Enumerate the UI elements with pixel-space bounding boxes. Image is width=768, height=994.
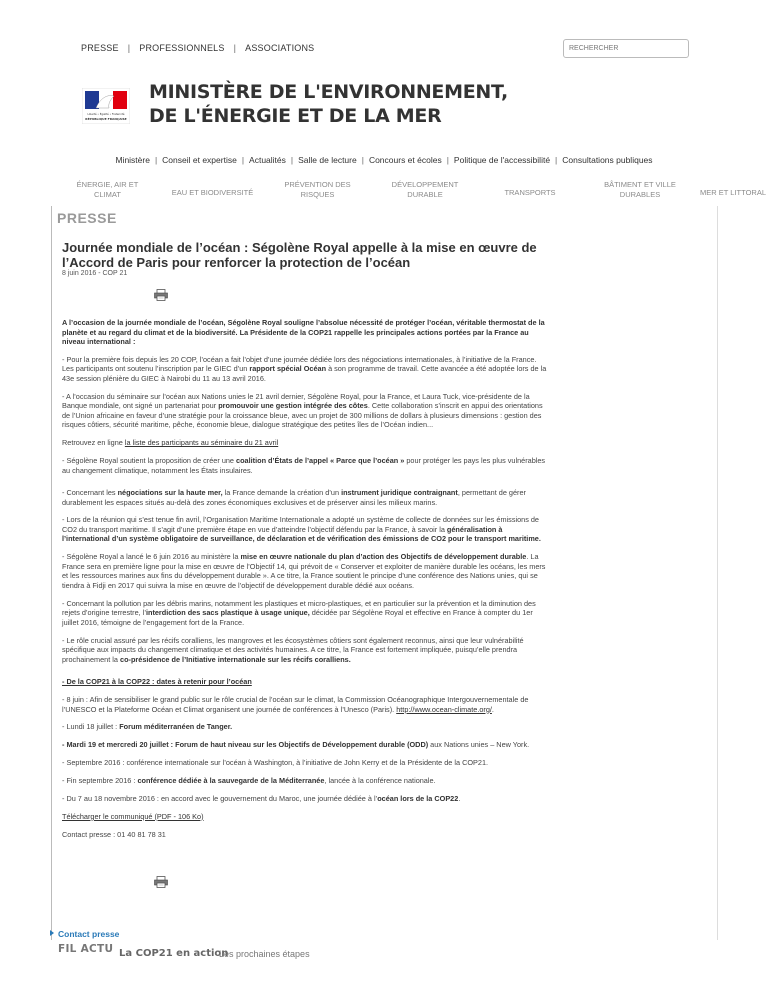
paragraph: - Du 7 au 18 novembre 2016 : en accord avec le gouvernement du Maroc, une journée dédiée à l’océan lors de la COP22. bbox=[62, 793, 461, 803]
contact-phone: Contact presse : 01 40 81 78 31 bbox=[62, 829, 166, 839]
search-input[interactable]: RECHERCHER bbox=[563, 39, 689, 58]
topnav-associations[interactable]: ASSOCIATIONS bbox=[245, 43, 315, 53]
menu-transports[interactable]: TRANSPORTS bbox=[504, 188, 556, 197]
ministry-title-line1: MINISTÈRE DE L'ENVIRONNEMENT, bbox=[149, 81, 508, 103]
article-lead: A l’occasion de la journée mondiale de l’océan, Ségolène Royal souligne l’absolue nécessité de protéger l’océan, véritable thermostat de la planète et au regard du climat et de la biodiversité. La Présidente de la COP21 rappelle les principales actions portées par la France au niveau international : bbox=[62, 318, 545, 346]
menu-batiment[interactable]: BÂTIMENT ET VILLE DURABLES bbox=[604, 180, 676, 199]
svg-text:RÉPUBLIQUE FRANÇAISE: RÉPUBLIQUE FRANÇAISE bbox=[85, 117, 127, 121]
paragraph: - Ségolène Royal soutient la proposition de créer une coalition d’États de l’appel « Parce que l’océan » pour protéger les pays les plus vulnérables au changement climatique, notamment les États insulaires. bbox=[62, 456, 546, 475]
paragraph: - A l’occasion du séminaire sur l’océan aux Nations unies le 21 avril dernier, Ségolène Royal, pour la France, et Laura Tuck, vice-présidente de la Banque mondiale, ont signé un partenariat pour promouvoir une gestion intégrée des côtes. Cette collaboration s’inscrit en appui des orientations de l’Union africaine en faveur d’une stratégie pour la croissance bleue, avec un projet de 300 millions de dollars à plusieurs dimensions : gestion des risques côtiers, sécurité maritime, pêche, économie bleue, dialogue stratégique des petites îles de l’Océan indien... bbox=[62, 391, 543, 430]
paragraph: - Lundi 18 juillet : Forum méditerranéen de Tanger. bbox=[62, 722, 233, 732]
print-icon[interactable] bbox=[154, 289, 168, 301]
paragraph: - Mardi 19 et mercredi 20 juillet : Forum de haut niveau sur les Objectifs de Développement durable (ODD) aux Nations unies – New York. bbox=[62, 740, 530, 750]
main-menu bbox=[0, 180, 768, 204]
paragraph bbox=[62, 812, 548, 822]
secnav-actualites[interactable]: Actualités bbox=[249, 155, 286, 165]
topnav-professionnels[interactable]: PROFESSIONNELS bbox=[139, 43, 225, 53]
menu-energie[interactable]: ÉNERGIE, AIR ET CLIMAT bbox=[76, 180, 139, 199]
content-border-right bbox=[717, 206, 718, 940]
separator: | bbox=[233, 43, 237, 53]
contact-presse-link[interactable]: Contact presse bbox=[50, 929, 119, 939]
paragraph: - Concernant la pollution par les débris marins, notamment les plastiques et micro-plastiques, et en particulier sur la prévention et la diminution des rejets d’origine terrestre, l’interdiction des sacs plastique à usage unique, décidée par Ségolène Royal et effective en France à compter du 1er juillet 2016, témoigne de l’engagement fort de la France. bbox=[62, 598, 536, 627]
article-date: 8 juin 2016 - COP 21 bbox=[62, 270, 128, 277]
participants-link[interactable]: la liste des participants au séminaire du 21 avril bbox=[124, 438, 279, 448]
menu-mer[interactable]: MER ET LITTORAL bbox=[700, 188, 766, 197]
article-body bbox=[62, 318, 548, 848]
paragraph: - Pour la première fois depuis les 20 COP, l’océan a fait l’objet d’une journée dédiée lors des négociations internationales, à l’initiative de la France. Les participants ont soutenu l’inscription par le GIEC d’un rapport spécial Océan à son programme de travail. Cette avancée a été adoptée lors de la 43e session plénière du GIEC à Nairobi du 11 au 13 avril 2016. bbox=[62, 354, 547, 383]
download-link[interactable]: Télécharger le communiqué (PDF - 106 Ko) bbox=[62, 811, 204, 821]
paragraph: - Septembre 2016 : conférence internationale sur l’océan à Washington, à l’initiative de John Kerry et de la Présidente de la COP21. bbox=[62, 758, 489, 768]
section-title: PRESSE bbox=[57, 210, 117, 226]
secnav-consultations[interactable]: Consultations publiques bbox=[562, 155, 653, 165]
paragraph: - Lors de la réunion qui s’est tenue fin avril, l’Organisation Maritime Internationale a adopté un système de collecte de données sur les émissions de CO2 du transport maritime. Il s’agit d’une première étape en vue d’atteindre l’objectif défendu par la France, à savoir la généralisation à l’international d’un système obligatoire de surveillance, de déclaration et de vérification des émissions de CO2 pour le transport maritime. bbox=[62, 515, 541, 544]
arrow-right-icon bbox=[50, 930, 54, 936]
marianne-logo[interactable] bbox=[82, 88, 130, 124]
print-icon[interactable] bbox=[154, 876, 168, 888]
article-title: Journée mondiale de l’océan : Ségolène Royal appelle à la mise en œuvre de l’Accord de Paris pour renforcer la protection de l’océan bbox=[62, 240, 537, 270]
secnav-salle-lecture[interactable]: Salle de lecture bbox=[298, 155, 357, 165]
paragraph: - Concernant les négociations sur la haute mer, la France demande la création d’un instrument juridique contraignant, permettant de gérer durablement les espaces situés au-delà des zones économiques exclusives et de préserver ainsi les milieux marins. bbox=[62, 488, 526, 507]
paragraph: - 8 juin : Afin de sensibiliser le grand public sur le rôle crucial de l’océan sur le climat, la Commission Océanographique Intergouvernementale de l’UNESCO et la Plateforme Océan et Climat organisent une journée de conférences à l’Unesco (Paris). http://www.ocean-climate.org/. bbox=[62, 695, 529, 714]
cop21-action-link[interactable]: La COP21 en action bbox=[119, 948, 229, 959]
secnav-concours[interactable]: Concours et écoles bbox=[368, 155, 442, 165]
secnav-accessibilite[interactable]: Politique de l'accessibilité bbox=[453, 155, 551, 165]
dates-heading: - De la COP21 à la COP22 : dates à retenir pour l’océan bbox=[62, 677, 252, 687]
content-border-left bbox=[51, 206, 52, 940]
menu-developpement[interactable]: DÉVELOPPEMENT DURABLE bbox=[391, 180, 459, 199]
secnav-ministere[interactable]: Ministère bbox=[115, 155, 150, 165]
menu-prevention[interactable]: PRÉVENTION DES RISQUES bbox=[284, 180, 351, 199]
topnav-presse[interactable]: PRESSE bbox=[81, 43, 119, 53]
top-nav bbox=[81, 43, 314, 53]
paragraph: - Fin septembre 2016 : conférence dédiée à la sauvegarde de la Méditerranée, lancée à la conférence nationale. bbox=[62, 776, 436, 786]
ocean-climate-link[interactable]: http://www.ocean-climate.org/ bbox=[396, 704, 492, 714]
secnav-conseil[interactable]: Conseil et expertise bbox=[162, 155, 237, 165]
secondary-nav: Ministère | Conseil et expertise | Actualités | Salle de lecture | Concours et écoles | Politique de l'accessibilité | Consultations publiques bbox=[115, 155, 653, 165]
ministry-title[interactable] bbox=[149, 80, 508, 128]
ministry-title-line2: DE L'ÉNERGIE ET DE LA MER bbox=[149, 105, 442, 127]
fil-actu-title: FIL ACTU bbox=[58, 943, 114, 955]
prochaines-etapes-link[interactable]: Les prochaines étapes bbox=[219, 949, 310, 959]
svg-text:Liberté • Égalité • Fraternité: Liberté • Égalité • Fraternité bbox=[87, 113, 125, 116]
paragraph: - Ségolène Royal a lancé le 6 juin 2016 au ministère la mise en œuvre nationale du plan d’action des Objectifs de développement durable. La France sera en première ligne pour la mise en œuvre de l’Objectif 14, qui prévoit de « Conserver et exploiter de manière durable les océans, les mers et les ressources marines aux fins du développement durable ». A ce titre, la France soutient le principe d’une conférence des Nations unies, qui se tiendra à Fidji en 2017 qui suivra la mise en œuvre de l’objectif de développement durable dédié aux océans. bbox=[62, 552, 546, 590]
menu-eau[interactable]: EAU ET BIODIVERSITÉ bbox=[171, 188, 254, 197]
paragraph: Retrouvez en ligne la liste des participants au séminaire du 21 avril bbox=[62, 438, 279, 448]
paragraph: - Le rôle crucial assuré par les récifs coralliens, les mangroves et les écosystèmes côtiers sont également reconnus, ainsi que leur vulnérabilité spécifique aux impacts du changement climatique et des activités humaines. A ce titre, la France est fortement impliquée, puisqu’elle prendra prochainement la co-présidence de l’Initiative internationale sur les récifs coralliens. bbox=[62, 635, 524, 664]
separator: | bbox=[127, 43, 131, 53]
